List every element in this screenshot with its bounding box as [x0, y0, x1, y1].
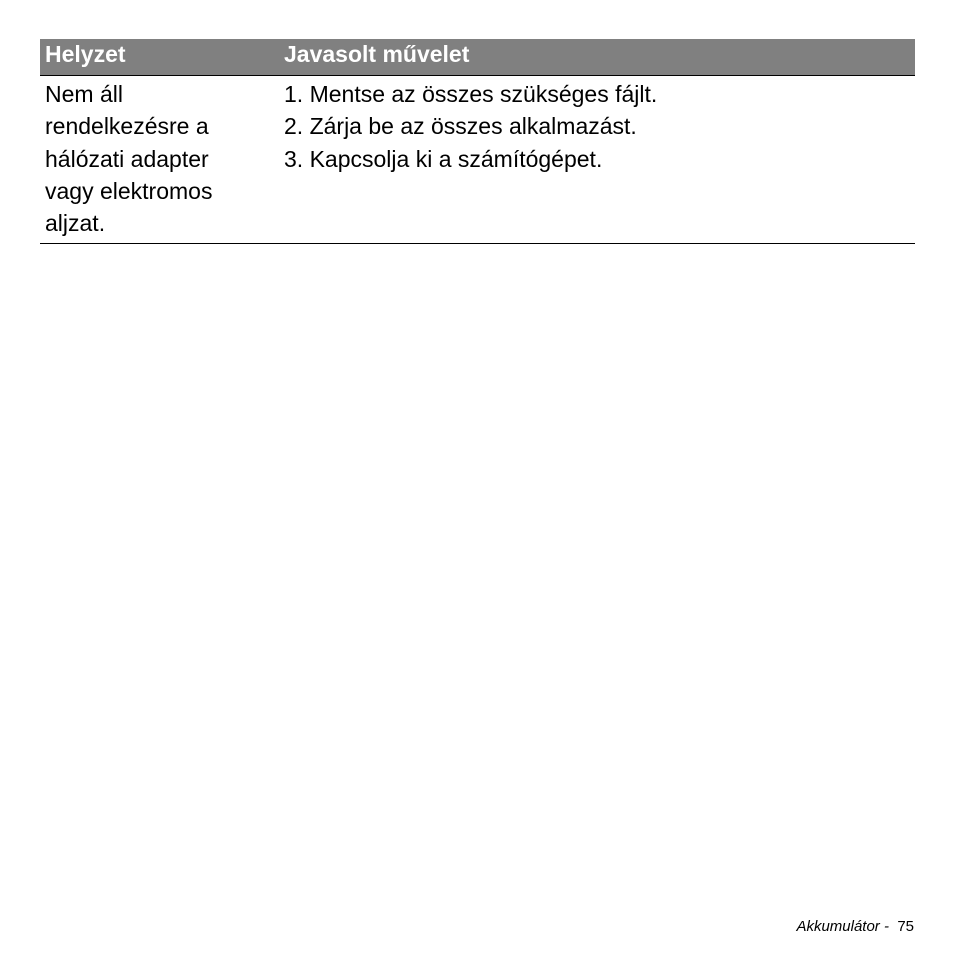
situation-cell — [45, 78, 270, 239]
page-footer — [796, 918, 914, 936]
action-step: 2. Zárja be az összes alkalmazást. — [284, 113, 637, 140]
action-step: 3. Kapcsolja ki a számítógépet. — [284, 145, 603, 172]
situation-line: vagy elektromos — [45, 177, 213, 204]
situation-line: Nem áll — [45, 81, 123, 107]
header-situation: Helyzet — [45, 41, 126, 67]
situation-line: hálózati adapter — [45, 145, 209, 172]
table-row — [40, 76, 915, 244]
header-recommended-action: Javasolt művelet — [284, 41, 470, 67]
table-header-row — [40, 39, 915, 76]
page-number: 75 — [897, 918, 914, 935]
situation-line: aljzat. — [45, 210, 106, 237]
troubleshooting-table — [40, 39, 915, 244]
action-step: 1. Mentse az összes szükséges fájlt. — [284, 81, 658, 107]
situation-line: rendelkezésre a — [45, 113, 209, 140]
action-steps-list — [284, 78, 904, 175]
footer-section-title: Akkumulátor - — [796, 918, 889, 935]
